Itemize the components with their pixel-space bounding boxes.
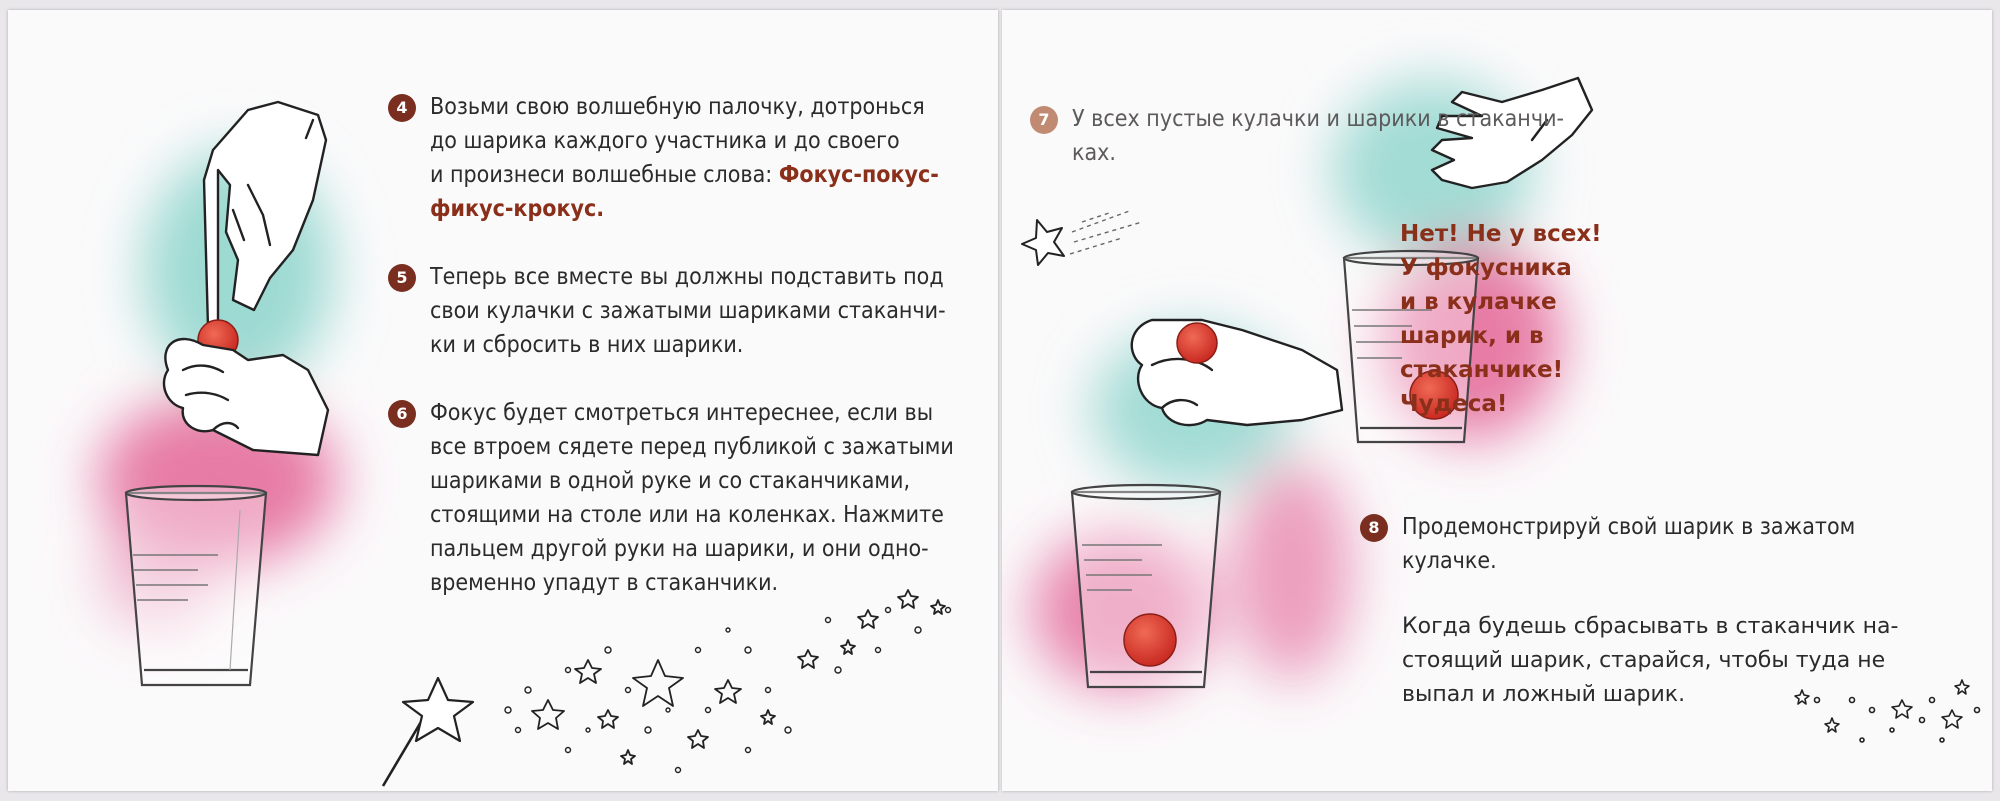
ball-icon bbox=[1177, 323, 1217, 363]
right-page bbox=[1002, 10, 1992, 791]
step-text: Возьми свою волшебную палочку, дотронься до шарика каждого участника и до своего и произнеси волшебные слова: Фокус-покус- фикус-крокус. bbox=[430, 90, 939, 226]
stars-icon bbox=[532, 590, 945, 764]
step-text: Теперь все вместе вы должны подставить под свои кулачки с зажатыми шариками стаканчи- ки и сбросить в них шарики. bbox=[430, 264, 946, 358]
step-text: Продемонстрируй свой шарик в зажатом кулачке. bbox=[1402, 514, 1856, 574]
step-number: 7 bbox=[1030, 106, 1058, 134]
stars-dots bbox=[505, 608, 951, 773]
step-text: У всех пустые кулачки и шарики в стаканчи- ках. bbox=[1072, 106, 1564, 166]
step-text: Фокус будет смотреться интереснее, если вы все втроем сядете перед публикой с зажатыми шариками в одной руке и со стаканчиками, стоящими на столе или на коленках. Нажмите пальцем другой руки на шарики, и они одно- временно упадут в стаканчики. bbox=[430, 400, 954, 596]
left-page bbox=[8, 10, 998, 791]
step-number: 6 bbox=[388, 400, 416, 428]
cup-icon bbox=[126, 486, 266, 685]
step-number: 8 bbox=[1360, 514, 1388, 542]
ball-icon bbox=[1124, 614, 1176, 666]
step-number: 5 bbox=[388, 264, 416, 292]
fist-icon bbox=[1132, 320, 1342, 425]
magic-words: Фокус-покус- bbox=[778, 162, 939, 188]
magic-words-end: фикус-крокус. bbox=[430, 196, 605, 222]
star-icon bbox=[1022, 210, 1142, 265]
magic-wand-icon bbox=[383, 678, 473, 786]
tip-note: Когда будешь сбрасывать в стаканчик на- стоящий шарик, старайся, чтобы туда не выпал и ложный шарик. bbox=[1402, 614, 1899, 707]
callout: Нет! Не у всех! У фокусника и в кулачке шарик, и в стаканчике! Чудеса! bbox=[1400, 221, 1602, 417]
step-number: 4 bbox=[388, 94, 416, 122]
